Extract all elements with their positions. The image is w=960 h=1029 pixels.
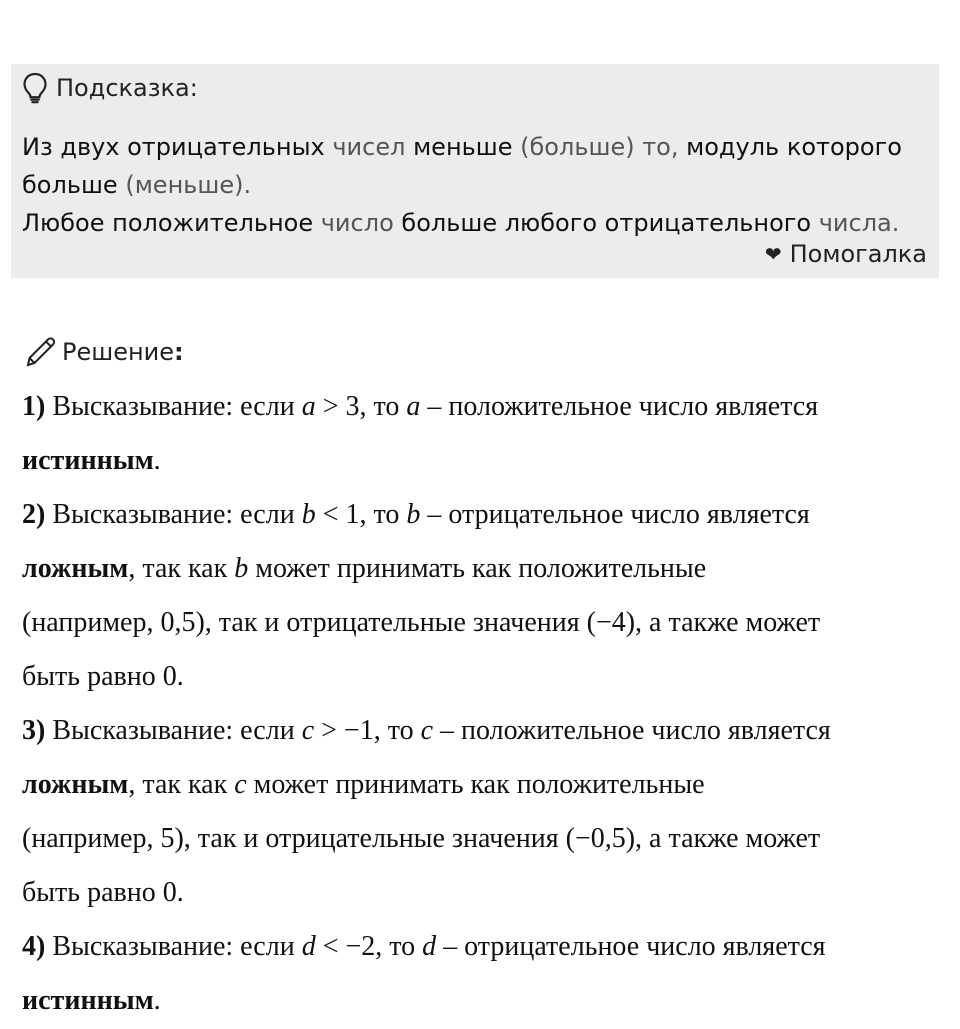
solution-body: [22, 380, 942, 1028]
item-text: – положительное число является: [420, 391, 819, 422]
item-text: – положительное число является: [433, 715, 831, 746]
credit-link[interactable]: [765, 240, 927, 268]
solution-item-2-cont: [22, 542, 942, 596]
item-number: 4): [22, 931, 46, 962]
item-text: может принимать как положительные: [246, 769, 705, 800]
hint-text-span: числа.: [811, 209, 900, 237]
verdict: ложным: [22, 769, 129, 800]
solution-item-1: [22, 380, 942, 434]
heart-icon: ❤: [764, 242, 782, 266]
hint-emphasis: меньше: [413, 133, 513, 161]
lightbulb-icon: [22, 72, 48, 104]
item-text: < 1, то: [315, 499, 407, 530]
item-text: .: [153, 985, 161, 1016]
variable: a: [406, 391, 421, 422]
solution-title: Решение: [62, 338, 175, 366]
hint-emphasis: Любое положительное: [22, 209, 314, 237]
solution-item-3-line4: быть равно 0.: [22, 877, 184, 908]
solution-item-2-line3: (например, 0,5), так и отрицательные значения (−4), а также может: [22, 607, 821, 638]
solution-header: [22, 336, 184, 368]
hint-line-3: [22, 204, 925, 242]
hint-line-2: [22, 166, 925, 204]
item-text: < −2, то: [315, 931, 423, 962]
item-text: > 3, то: [315, 391, 407, 422]
solution-item-1-cont: [22, 434, 942, 488]
variable: c: [234, 769, 247, 800]
solution-colon: :: [174, 338, 184, 366]
credit-label: Помогалка: [789, 240, 927, 268]
verdict: ложным: [22, 553, 129, 584]
hint-emphasis: модуль которого: [686, 133, 902, 161]
item-text: Высказывание: если: [45, 391, 302, 422]
item-text: может принимать как положительные: [248, 553, 707, 584]
item-text: – отрицательное число является: [436, 931, 826, 962]
item-text: – отрицательное число является: [420, 499, 810, 530]
pencil-icon: [22, 336, 58, 368]
item-text: > −1, то: [314, 715, 421, 746]
variable: b: [234, 553, 249, 584]
item-number: 3): [22, 715, 46, 746]
variable: b: [406, 499, 421, 530]
hint-line-1: [22, 128, 925, 166]
item-text: Высказывание: если: [45, 715, 302, 746]
hint-text-span: (больше) то,: [512, 133, 687, 161]
hint-header: [22, 72, 198, 104]
hint-emphasis: больше любого отрицательного: [401, 209, 812, 237]
item-text: Высказывание: если: [45, 931, 302, 962]
variable: d: [422, 931, 437, 962]
item-text: Высказывание: если: [45, 499, 302, 530]
item-number: 1): [22, 391, 46, 422]
hint-text-span: чисел: [324, 133, 414, 161]
verdict: истинным: [22, 985, 154, 1016]
variable: d: [301, 931, 316, 962]
solution-item-3: [22, 704, 942, 758]
item-text: , так как: [128, 553, 235, 584]
solution-item-3-line3: (например, 5), так и отрицательные значения (−0,5), а также может: [22, 823, 821, 854]
variable: a: [301, 391, 316, 422]
hint-text: [22, 128, 925, 242]
solution-item-2: [22, 488, 942, 542]
solution-item-3-cont: [22, 758, 942, 812]
hint-text-span: число: [313, 209, 402, 237]
item-number: 2): [22, 499, 46, 530]
hint-emphasis: Из двух отрицательных: [22, 133, 325, 161]
variable: b: [301, 499, 316, 530]
item-text: , так как: [128, 769, 235, 800]
solution-item-2-line4: быть равно 0.: [22, 661, 184, 692]
variable: c: [301, 715, 315, 746]
hint-box: [11, 64, 939, 278]
verdict: истинным: [22, 445, 154, 476]
hint-emphasis: больше: [22, 171, 118, 199]
solution-item-4-cont: [22, 974, 942, 1028]
variable: c: [420, 715, 434, 746]
item-text: .: [153, 445, 161, 476]
hint-text-span: (меньше).: [117, 171, 252, 199]
hint-title: Подсказка:: [56, 74, 198, 102]
solution-item-4: [22, 920, 942, 974]
